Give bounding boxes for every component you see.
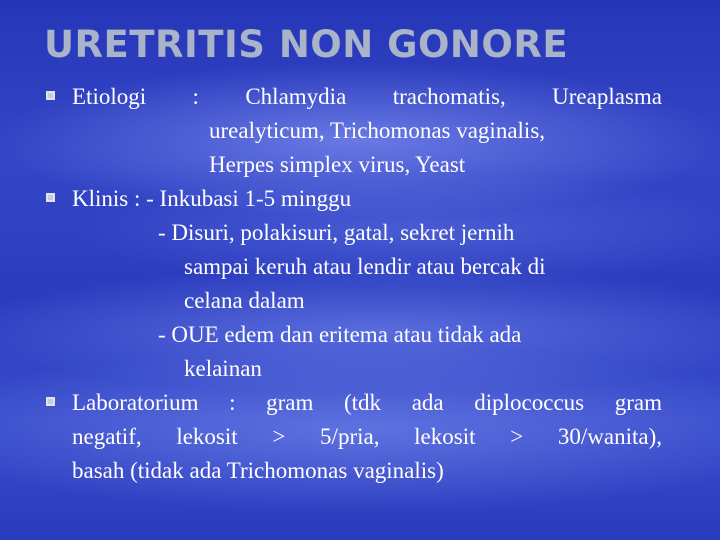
bullet-line: Klinis : - Inkubasi 1-5 minggu <box>72 186 352 211</box>
bullet-line: sampai keruh atau lendir atau bercak di <box>184 254 546 279</box>
bullet-line: Herpes simplex virus, Yeast <box>209 152 466 177</box>
bullet-laboratorium <box>46 386 686 488</box>
bullet-list <box>46 80 686 488</box>
bullet-line: Laboratorium : gram (tdk ada diplococcus gram <box>72 390 662 415</box>
bullet-square-icon <box>46 91 55 100</box>
bullet-line: - OUE edem dan eritema atau tidak ada <box>158 322 522 347</box>
slide-title: URETRITIS NON GONORE <box>44 23 569 66</box>
bullet-square-icon <box>46 193 55 202</box>
bullet-etiologi <box>46 80 686 182</box>
bullet-square-icon <box>46 397 55 406</box>
bullet-line: - Disuri, polakisuri, gatal, sekret jernih <box>158 220 515 245</box>
bullet-line: celana dalam <box>184 288 305 313</box>
bullet-klinis <box>46 182 686 386</box>
bullet-line: basah (tidak ada Trichomonas vaginalis) <box>72 458 444 483</box>
bullet-line: urealyticum, Trichomonas vaginalis, <box>209 118 546 143</box>
bullet-line: negatif, lekosit > 5/pria, lekosit > 30/wanita), <box>72 424 662 449</box>
bullet-line: kelainan <box>184 356 262 381</box>
bullet-line: Etiologi : Chlamydia trachomatis, Ureaplasma <box>72 84 662 109</box>
